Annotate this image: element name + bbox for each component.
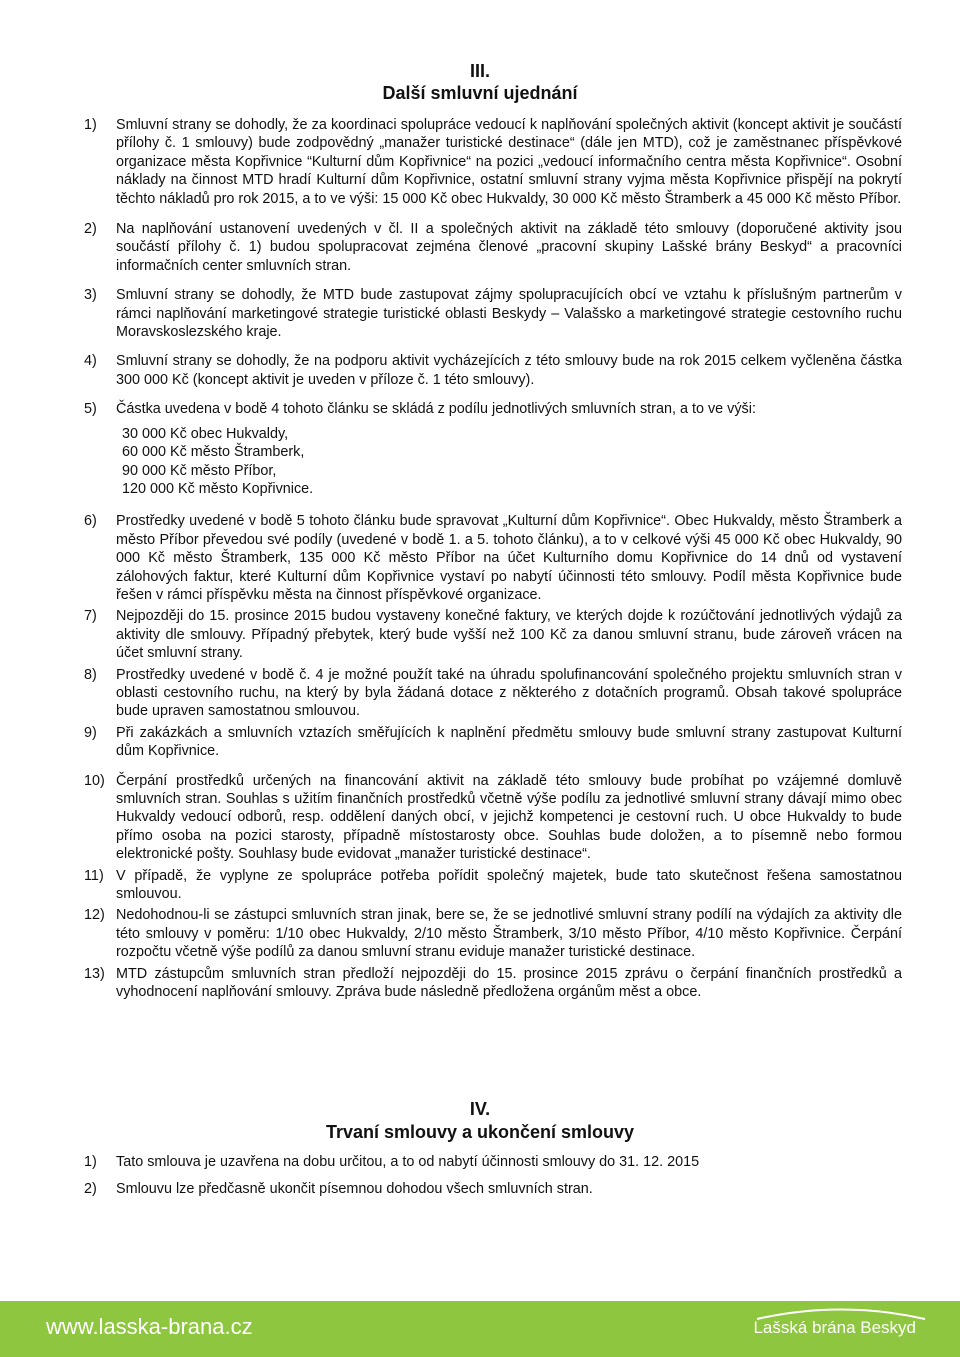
section-3-number: III. [469,61,490,81]
list-item: 11) V případě, že vyplyne ze spolupráce potřeba pořídit společný majetek, bude tato skutečnost řešena samostatnou smlouvou. [84,867,902,903]
list-item: 6) Prostředky uvedené v bodě 5 tohoto článku bude spravovat „Kulturní dům Kopřivnice“. Obec Hukvaldy, město Štramberk a město Příbor převedou své podíly (uvedené v bodě 1. a 5. tohoto článku), a to v celkové výši 45 000 Kč obec Hukvaldy, 90 000 Kč město Štramberk, 135 000 Kč město Příbor na účet Kulturního domu Kopřivnice do 14 dnů od vystavení zálohových faktur, které Kulturní dům Kopřivnice vystaví po nabytí účinnosti této smlouvy. Podíl města Kopřivnice bude řešen v rámci příspěvku města na činnost příspěvkové organizace. [84,513,902,603]
list-item: 2) Smlouvu lze předčasně ukončit písemnou dohodou všech smluvních stran. [84,1181,593,1198]
list-item: 1) Smluvní strany se dohodly, že za koordinaci spolupráce vedoucí k naplňování společných aktivit (koncept aktivit je součástí přílohy č. 1 smlouvy) bude zodpovědný „manažer turistické destinace“ (dále jen MTD), což je zaměstnanec příspěvkové organizace města Kopřivnice “Kulturní dům Kopřivnice“ na pozici „vedoucí informačního centra města Kopřivnice“. Osobní náklady na činnost MTD hradí Kulturní dům Kopřivnice, ostatní smluvní strany vyjma města Kopřivnice přispějí na pokrytí těchto nákladů pro rok 2015, a to ve výši: 15 000 Kč obec Hukvaldy, 30 000 Kč město Štramberk a 45 000 Kč město Příbor. [84,117,902,207]
website-link[interactable]: www.lasska-brana.cz [46,1314,253,1339]
list-item: 10) Čerpání prostředků určených na financování aktivit na základě této smlouvy bude probíhat po vzájemné domluvě smluvních stran. Souhlas s užitím finančních prostředků včetně výše podílu za jednotlivé smluvní strany dávají mimo obec Hukvaldy vedoucí odborů, resp. oddělení daných obcí, v jejichž kompetenci je cestovní ruch. U obce Hukvaldy to bude přímo osoba na pozici starosty, případně místostarosty obce. Souhlas bude doložen, a to písemně nebo formou elektronické pošty. Souhlasy bude evidovat „manažer turistické destinace“. [84,772,902,863]
section-3-title: Další smluvní ujednání [382,83,578,103]
list-item: 5) Částka uvedena v bodě 4 tohoto článku se skládá z podílu jednotlivých smluvních stran, a to ve výši: 30 000 Kč obec Hukvaldy, 60 000 Kč město Štramberk, 90 000 Kč město Příbor, 120 000 Kč město Kopřivnice. [84,400,902,498]
brand-logo-text: Lašská brána Beskyd [753,1318,916,1337]
list-item: 8) Prostředky uvedené v bodě č. 4 je možné použít také na úhradu spolufinancování společného projektu smluvních stran v oblasti cestovního ruchu, na který by byla žádaná dotace z některého z dotačních programů. Obsah takové spolupráce bude upraven samostatnou smlouvou. [84,666,902,720]
logo-arc-icon [755,1306,927,1320]
list-item: 2) Na naplňování ustanovení uvedených v čl. II a společných aktivit na základě této smlouvy (doporučené aktivity jsou součástí přílohy č. 1) budou spolupracovat zejména členové „pracovní skupiny Lašské brány Beskyd“ a pracovníci informačních center smluvních stran. [84,221,902,274]
shares-list [116,425,902,499]
brand-logo [753,1315,916,1341]
footer-bar [0,1301,960,1357]
list-item: 13) MTD zástupcům smluvních stran předloží nejpozději do 15. prosince 2015 zprávu o čerpání finančních prostředků a vyhodnocení naplňování smlouvy. Zpráva bude následně předložena orgánům měst a obce. [84,965,902,1001]
section-4-number: IV. [469,1099,491,1119]
list-item: 1) Tato smlouva je uzavřena na dobu určitou, a to od nabytí účinnosti smlouvy do 31. 12. 2015 [84,1154,700,1170]
list-item: 9) Při zakázkách a smluvních vztazích směřujících k naplnění předmětu smlouvy bude smluvní strany zastupovat Kulturní dům Kopřivnice. [84,724,902,760]
section-4-title: Trvaní smlouvy a ukončení smlouvy [325,1122,635,1142]
share-line: 90 000 Kč město Příbor, [122,462,277,479]
list-item: 4) Smluvní strany se dohodly, že na podporu aktivit vycházejících z této smlouvy bude na rok 2015 celkem vyčleněna částka 300 000 Kč (koncept aktivit je uveden v příloze č. 1 této smlouvy). [84,353,902,388]
section-3-list [84,116,902,1001]
list-item: 3) Smluvní strany se dohodly, že MTD bude zastupovat zájmy spolupracujících obcí ve vztahu k příslušným partnerům v rámci naplňování marketingové strategie turistické oblasti Beskydy – Valašsko a marketingové strategie cestovního ruchu Moravskoslezského kraje. [84,287,902,341]
share-line: 30 000 Kč obec Hukvaldy, [122,425,289,442]
share-line: 120 000 Kč město Kopřivnice. [122,480,314,497]
list-item: 7) Nejpozději do 15. prosince 2015 budou vystaveny konečné faktury, ve kterých dojde k rozúčtování jednotlivých výdajů za aktivity dle smlouvy. Případný přebytek, který bude vyšší než 100 Kč za danou smluvní stranu, bude zároveň vrácen na účet smluvní strany. [84,608,902,662]
list-item: 12) Nedohodnou-li se zástupci smluvních stran jinak, bere se, že se jednotlivé smluvní strany podílí na výdajích za aktivity dle této smlouvy v poměru: 1/10 obec Hukvaldy, 2/10 město Štramberk, 3/10 město Příbor, 4/10 město Kopřivnice. Čerpání rozpočtu včetně výše podílů za danou smluvní stranu eviduje manažer turistické destinace. [84,907,902,961]
share-line: 60 000 Kč město Štramberk, [122,444,305,461]
section-4-list [84,1153,902,1199]
